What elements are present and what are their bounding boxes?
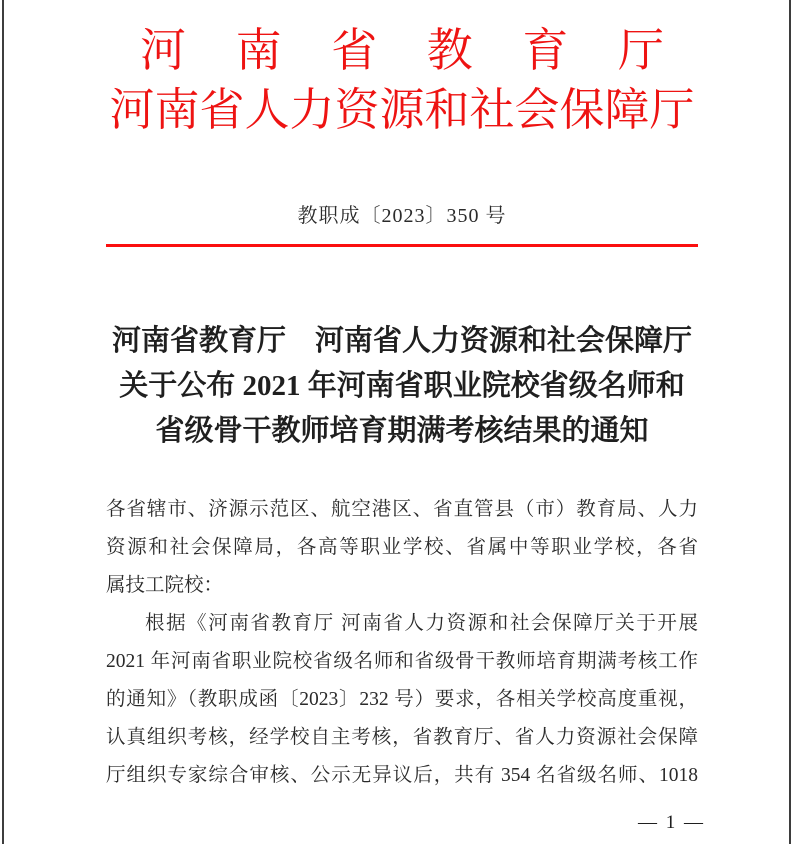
document-title-line: 关于公布 2021 年河南省职业院校省级名师和 [119,370,685,402]
red-divider-rule [106,244,698,247]
document-title-line: 河南省教育厅 河南省人力资源和社会保障厅 [111,325,692,357]
main-paragraph [106,605,698,795]
document-body [106,491,698,795]
document-title [106,319,698,454]
scan-page-edge-right [789,0,791,844]
document-number: 教职成〔2023〕350 号 [297,205,507,227]
page-number: — 1 — [638,812,705,833]
document-content [106,0,698,795]
body-line: 2021 年河南省职业院校省级名师和省级骨干教师培育期满考核工作 [106,651,698,672]
body-line: 各省辖市、济源示范区、航空港区、省直管县（市）教育局、人力 [106,499,698,520]
addressees-paragraph [106,491,698,605]
body-line: 资源和社会保障局，各高等职业学校、省属中等职业学校，各省 [106,537,698,558]
body-line: 的通知》（教职成函〔2023〕232 号）要求，各相关学校高度重视， [106,689,698,710]
document-title-line: 省级骨干教师培育期满考核结果的通知 [155,415,649,447]
letterhead-agency-line2: 河南省人力资源和社会保障厅 [109,85,695,135]
body-line: 根据《河南省教育厅 河南省人力资源和社会保障厅关于开展 [145,613,698,634]
body-line: 厅组织专家综合审核、公示无异议后，共有 354 名省级名师、1018 [106,765,698,786]
letterhead-agency-line1: 河南省教育厅 [140,25,664,76]
body-line: 认真组织考核，经学校自主考核，省教育厅、省人力资源社会保障 [106,727,698,748]
body-line: 属技工院校： [106,575,224,596]
scan-page-edge-left [2,0,4,844]
